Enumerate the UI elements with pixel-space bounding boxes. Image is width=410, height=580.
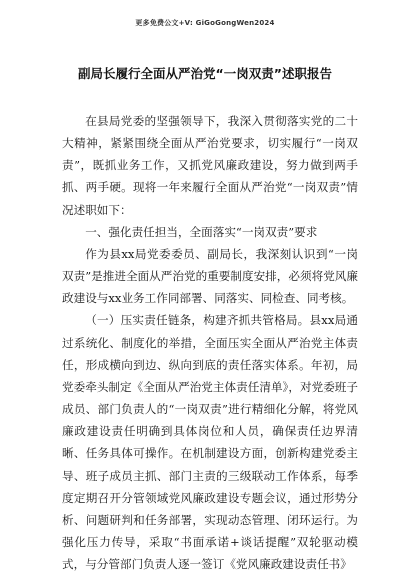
document-body <box>62 110 358 575</box>
body-paragraph: 作为县xx局党委委员、副局长，我深刻认识到“一岗双责”是推进全面从严治党的重要制度安排，必须将党风廉政建设与xx业务工作同部署、同落实、同检查、同考核。 <box>62 246 358 306</box>
header-note: 更多免费公文+V: GiGoGongWen2024 <box>135 19 275 27</box>
document-title: 副局长履行全面从严治党“一岗双责”述职报告 <box>78 66 332 81</box>
section-heading-1: 一、强化责任担当，全面落实“一岗双责”要求 <box>85 224 318 239</box>
intro-paragraph: 在县局党委的坚强领导下，我深入贯彻落实党的二十大精神，紧紧围绕全面从严治党要求，切实履行“一岗双责”，既抓业务工作，又抓党风廉政建设，努力做到两手抓、两手硬。现将一年来履行全面从严治党“一岗双责”情况述职如下： <box>62 114 358 217</box>
body-paragraph: （一）压实责任链条，构建齐抓共管格局。县xx局通过系统化、制度化的举措，全面压实全面从严治党主体责任，形成横向到边、纵向到底的责任落实体系。年初，局党委牵头制定《全面从严治党主体责任清单》，对党委班子成员、部门负责人的“一岗双责”进行精细化分解，将党风廉政建设责任明确到具体岗位和人员，确保责任边界清晰、任务具体可操作。在机制建设方面，创新构建党委主导、班子成员主抓、部门主责的三级联动工作体系，每季度定期召开分管领域党风廉政建设专题会议，通过形势分析、问题研判和任务部署，实现动态管理、闭环运行。为强化压力传导，采取“书面承诺+谈话提醒”双轮驱动模式，与分管部门负责人逐一签订《党风廉政建设责任书》 <box>62 313 358 572</box>
